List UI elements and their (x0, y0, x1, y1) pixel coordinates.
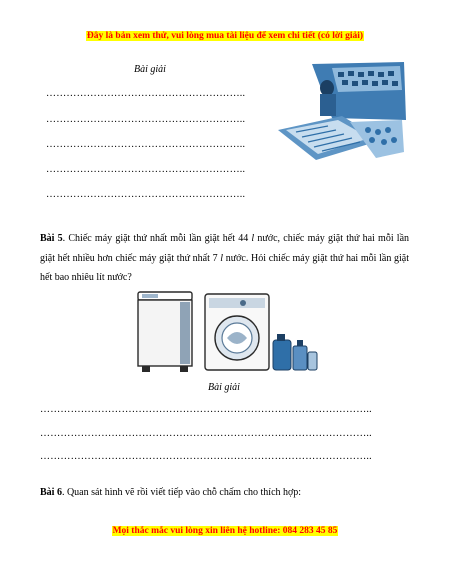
front-load-washing-machine-illustration (203, 292, 318, 374)
answer-line: ………………………………………………….. (46, 139, 246, 150)
solution-label: Bài giải (208, 382, 240, 393)
answer-line: ………………………………………………….. (46, 88, 246, 99)
exercise-5-text-c: nước. Hỏi chiếc máy giặt thứ hai mỗi lần giặt hết bao nhiêu lít nước? (40, 252, 410, 283)
answer-line: …………………………………………………………………………………….. (40, 404, 372, 415)
unit-litre: l (220, 252, 224, 264)
exercise-5-number: Bài 5 (40, 233, 63, 244)
exercise-5-text-b: nước, chiếc máy giặt thứ hai mỗi lần giặt hết nhiều hơn chiếc máy giặt thứ nhất 7 (40, 233, 410, 264)
answer-line: …………………………………………………………………………………….. (40, 451, 372, 462)
answer-line: ………………………………………………….. (46, 164, 246, 175)
exercise-6-text (40, 483, 409, 503)
exercise-6-number: Bài 6 (40, 487, 62, 498)
exercise-6-body: . Quan sát hình vẽ rồi viết tiếp vào chỗ chấm cho thích hợp: (61, 487, 302, 498)
answer-line: ………………………………………………….. (46, 114, 246, 125)
exercise-5-text (40, 229, 409, 288)
unit-litre: l (251, 233, 255, 244)
market-stall-illustration (272, 60, 407, 164)
solution-label: Bài giải (134, 64, 166, 75)
answer-line: …………………………………………………………………………………….. (40, 428, 372, 439)
top-load-washing-machine-illustration (134, 288, 196, 376)
answer-line: ………………………………………………….. (46, 189, 246, 200)
hotline-banner-text: Mọi thắc mắc vui lòng xin liên hệ hotline: 084 283 45 85 (112, 526, 338, 536)
hotline-banner (0, 520, 450, 538)
preview-banner (0, 25, 450, 43)
preview-banner-text: Đây là bản xem thử, vui lòng mua tài liệu để xem chi tiết (có lời giải) (86, 31, 364, 41)
exercise-5-text-a: . Chiếc máy giặt thứ nhất mỗi lần giặt hết 44 (62, 233, 252, 244)
